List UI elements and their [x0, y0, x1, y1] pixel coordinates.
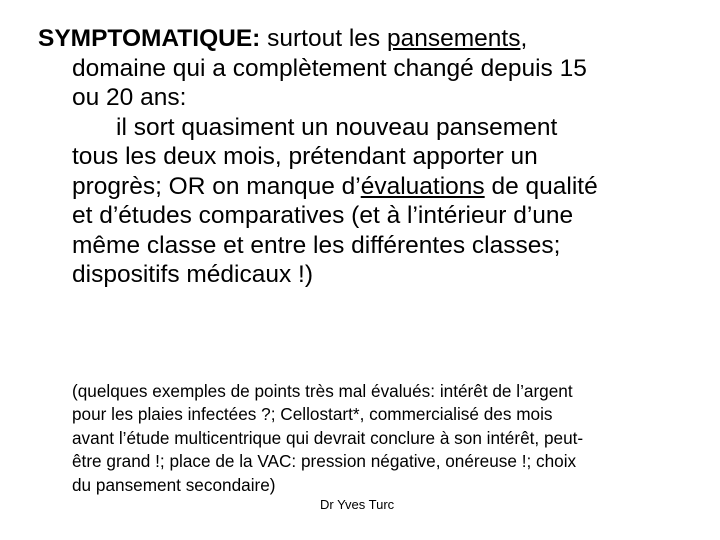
main-line-9: dispositifs médicaux !): [72, 261, 314, 288]
note-line-3: avant l’étude multicentrique qui devrait conclure à son intérêt, peut-: [72, 427, 584, 448]
main-line-3: ou 20 ans:: [72, 84, 187, 111]
main-text-block: [38, 24, 698, 290]
heading-punctuation: ,: [520, 25, 528, 52]
heading-underlined-word: pansements: [386, 25, 521, 52]
main-line-6: [38, 172, 698, 202]
evaluations-underlined-word: évaluations: [360, 172, 485, 200]
note-line-4: être grand !; place de la VAC: pression négative, onéreuse !; choix: [72, 451, 577, 472]
note-line-5: du pansement secondaire): [72, 474, 276, 495]
heading-keyword: SYMPTOMATIQUE:: [38, 25, 261, 52]
examples-note-block: [72, 380, 692, 497]
main-line-6-end: de qualité: [484, 172, 598, 200]
note-line-2: pour les plaies infectées ?; Cellostart*, commercialisé des mois: [72, 404, 553, 425]
main-line-6-start: progrès; OR on manque d’: [72, 172, 361, 200]
main-line-5: tous les deux mois, prétendant apporter un: [72, 143, 538, 170]
main-line-7: et d’études comparatives (et à l’intérieur d’une: [72, 202, 574, 229]
main-line-4: il sort quasiment un nouveau pansement: [116, 113, 558, 141]
heading-line: [38, 24, 698, 54]
heading-text: surtout les: [260, 25, 387, 52]
note-line-1: (quelques exemples de points très mal évalués: intérêt de l’argent: [72, 381, 573, 401]
author-footer: Dr Yves Turc: [320, 497, 395, 512]
main-line-2: domaine qui a complètement changé depuis 15: [72, 54, 587, 82]
main-line-8: même classe et entre les différentes classes;: [72, 231, 561, 259]
